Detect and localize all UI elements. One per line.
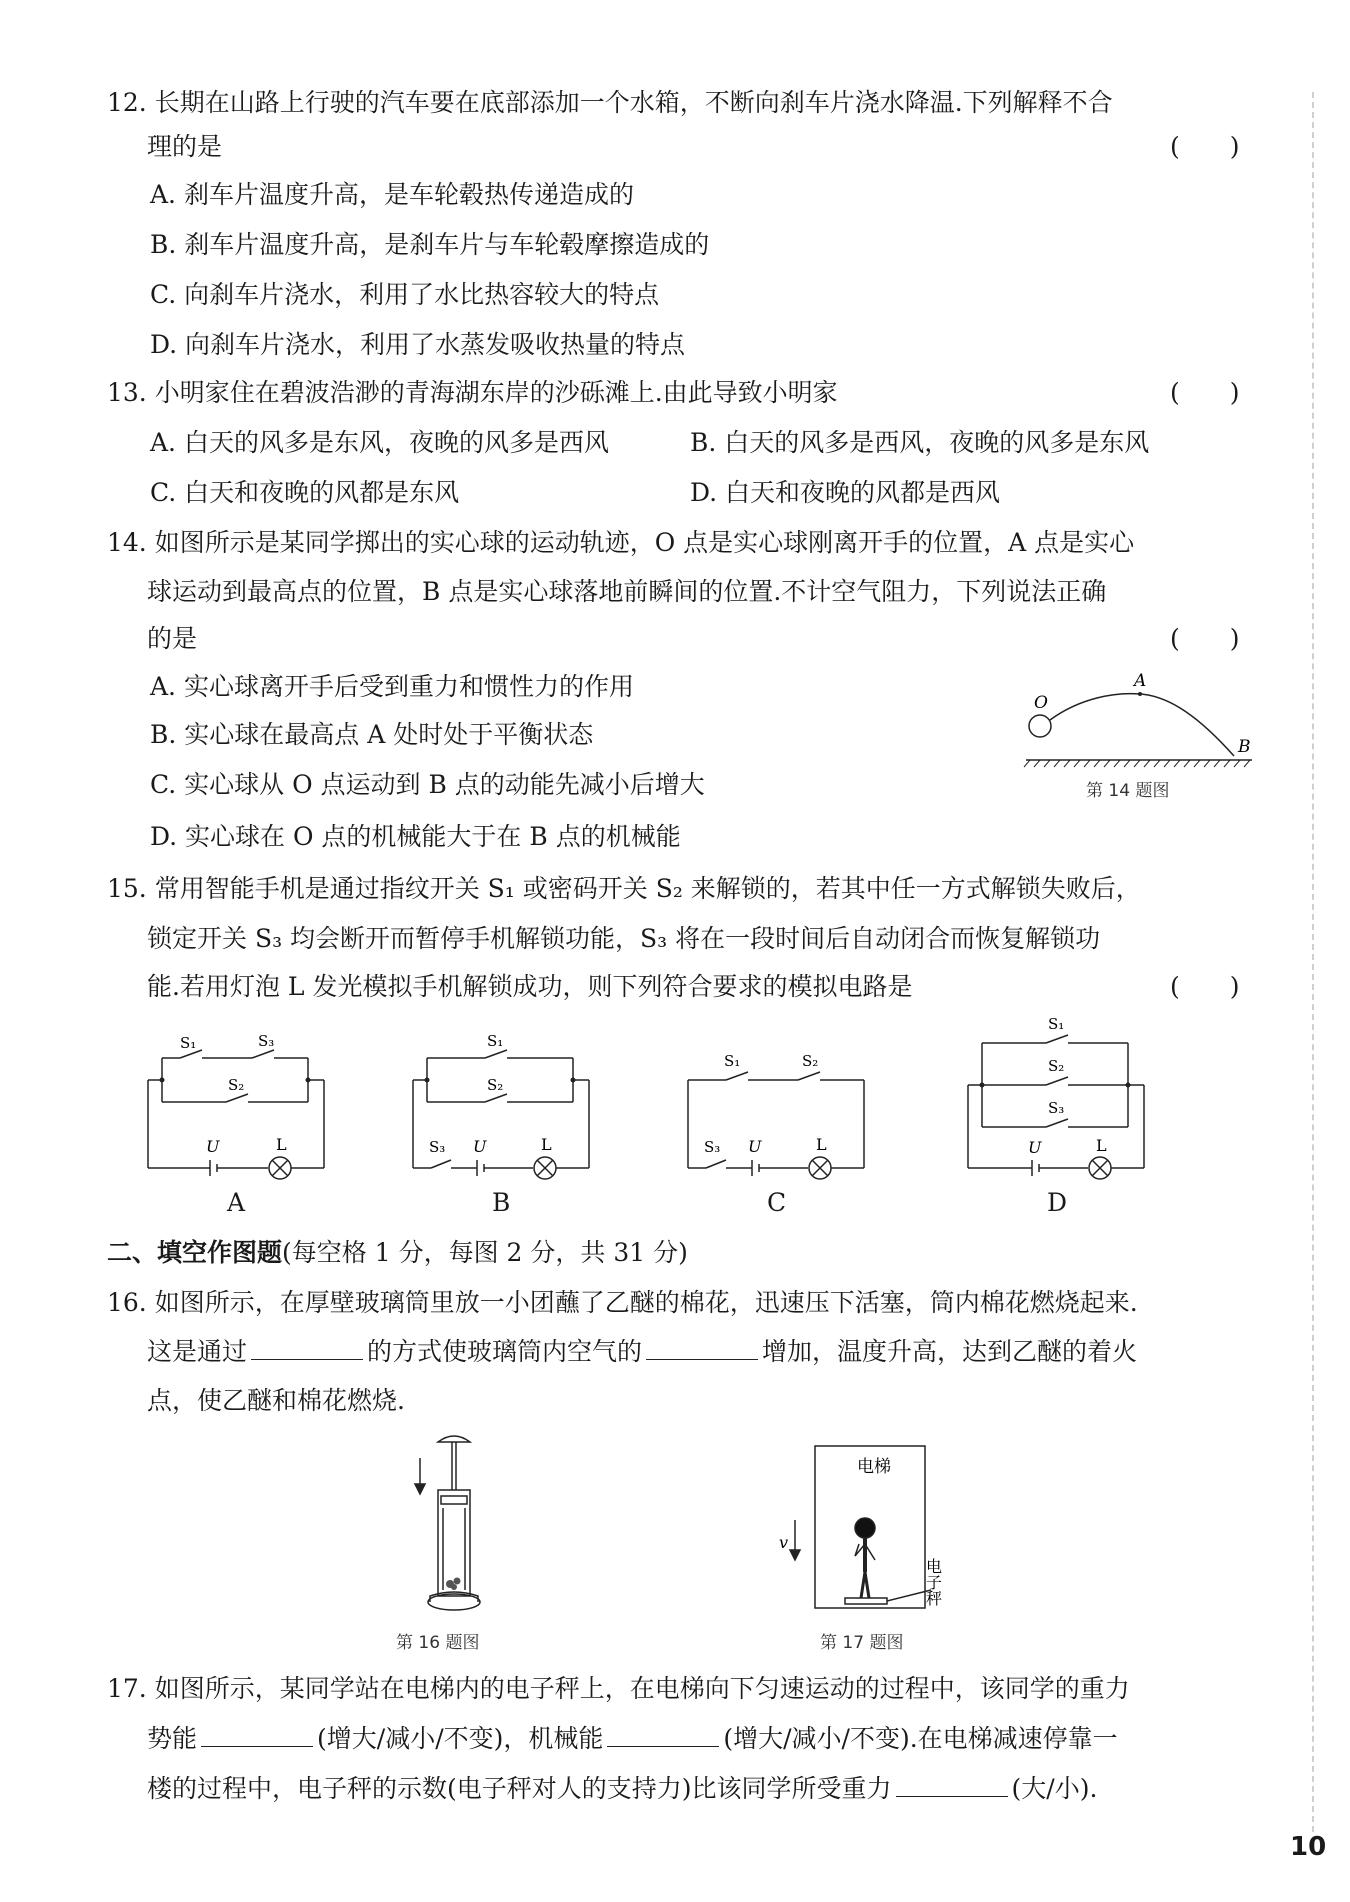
q15-stem-line1: 15. 常用智能手机是通过指纹开关 S₁ 或密码开关 S₂ 来解锁的，若其中任一方式解锁失败后， bbox=[107, 874, 1141, 903]
q17-line3 bbox=[147, 1772, 1097, 1806]
q13-option-b: B. 白天的风多是西风，夜晚的风多是东风 bbox=[690, 428, 1150, 457]
q17-line3-b: (大/小). bbox=[1011, 1774, 1098, 1803]
circuit-d-diagram bbox=[960, 1015, 1160, 1180]
q13-option-d: D. 白天和夜晚的风都是西风 bbox=[690, 478, 1001, 507]
circuit-b-diagram bbox=[405, 1020, 605, 1180]
binding-margin-line bbox=[1312, 92, 1314, 1832]
q14-label-o: O bbox=[1034, 693, 1048, 713]
q14-option-a: A. 实心球离开手后受到重力和惯性力的作用 bbox=[150, 672, 634, 701]
circuit-b-s1: S₁ bbox=[487, 1032, 504, 1050]
q17-fig-elevator-label: 电梯 bbox=[857, 1457, 891, 1477]
q14-option-b: B. 实心球在最高点 A 处时处于平衡状态 bbox=[150, 720, 594, 749]
q17-blank-3[interactable] bbox=[896, 1772, 1008, 1797]
q12-option-c: C. 向刹车片浇水，利用了水比热容较大的特点 bbox=[150, 280, 660, 309]
circuit-b-s3: S₃ bbox=[429, 1138, 446, 1156]
q16-line2-c: 增加，温度升高，达到乙醚的着火 bbox=[762, 1337, 1138, 1366]
q17-figure-caption: 第 17 题图 bbox=[820, 1633, 904, 1653]
q14-trajectory-figure bbox=[1020, 670, 1260, 780]
circuit-b-l: L bbox=[541, 1135, 552, 1154]
q14-stem-line3: 的是 bbox=[147, 624, 198, 653]
circuit-a-s2: S₂ bbox=[228, 1076, 245, 1094]
cotton-icon bbox=[446, 1578, 461, 1591]
q14-label-a: A bbox=[1134, 671, 1147, 691]
q16-line3: 点，使乙醚和棉花燃烧. bbox=[147, 1386, 405, 1415]
q12-option-d: D. 向刹车片浇水，利用了水蒸发吸收热量的特点 bbox=[150, 330, 686, 359]
q14-option-c: C. 实心球从 O 点运动到 B 点的动能先减小后增大 bbox=[150, 770, 705, 799]
trajectory-curve bbox=[1050, 694, 1234, 756]
q13-answer-paren: ( ) bbox=[1170, 378, 1240, 407]
q16-line1: 16. 如图所示，在厚壁玻璃筒里放一小团蘸了乙醚的棉花，迅速压下活塞，筒内棉花燃烧起来. bbox=[107, 1288, 1138, 1317]
circuit-d-s2: S₂ bbox=[1048, 1057, 1065, 1075]
q14-stem-line2: 球运动到最高点的位置，B 点是实心球落地前瞬间的位置.不计空气阻力，下列说法正确 bbox=[147, 577, 1107, 606]
q16-piston-tube-figure bbox=[410, 1430, 500, 1620]
section2-header bbox=[107, 1236, 688, 1270]
q17-blank-1[interactable] bbox=[201, 1722, 313, 1747]
circuit-c-s2: S₂ bbox=[802, 1052, 819, 1070]
circuit-b-u: U bbox=[473, 1137, 487, 1156]
q17-line2 bbox=[147, 1722, 1118, 1756]
q12-answer-paren: ( ) bbox=[1170, 132, 1240, 161]
q13-stem: 13. 小明家住在碧波浩渺的青海湖东岸的沙砾滩上.由此导致小明家 bbox=[107, 378, 838, 407]
q12-option-b: B. 刹车片温度升高，是刹车片与车轮毂摩擦造成的 bbox=[150, 230, 710, 259]
q16-line2 bbox=[147, 1335, 1137, 1369]
page-number: 10 bbox=[1290, 1832, 1327, 1862]
circuit-a-diagram bbox=[140, 1020, 340, 1180]
down-arrow-icon bbox=[415, 1458, 425, 1494]
ground-hatching bbox=[1024, 760, 1250, 767]
circuit-a-label: A bbox=[227, 1188, 246, 1217]
q12-option-a: A. 刹车片温度升高，是车轮毂热传递造成的 bbox=[150, 180, 634, 209]
circuit-c-u: U bbox=[748, 1137, 762, 1156]
circuit-a-l: L bbox=[276, 1135, 287, 1154]
circuit-d-s3: S₃ bbox=[1048, 1099, 1065, 1117]
q17-line2-a: 势能 bbox=[147, 1724, 198, 1753]
q13-option-a: A. 白天的风多是东风，夜晚的风多是西风 bbox=[150, 428, 609, 457]
q15-stem-line3: 能.若用灯泡 L 发光模拟手机解锁成功，则下列符合要求的模拟电路是 bbox=[147, 972, 913, 1001]
q17-line3-a: 楼的过程中，电子秤的示数(电子秤对人的支持力)比该同学所受重力 bbox=[147, 1774, 892, 1803]
circuit-c-s3: S₃ bbox=[704, 1138, 721, 1156]
q14-answer-paren: ( ) bbox=[1170, 624, 1240, 653]
circuit-c-label: C bbox=[767, 1188, 787, 1217]
q17-line2-c: (增大/减小/不变).在电梯减速停靠一 bbox=[723, 1724, 1118, 1753]
section2-note: (每空格 1 分，每图 2 分，共 31 分) bbox=[282, 1238, 688, 1267]
circuit-c-l: L bbox=[816, 1135, 827, 1154]
circuit-b-label: B bbox=[492, 1188, 511, 1217]
q15-stem-line2: 锁定开关 S₃ 均会断开而暂停手机解锁功能，S₃ 将在一段时间后自动闭合而恢复解锁功 bbox=[147, 924, 1101, 953]
circuit-d-label: D bbox=[1047, 1188, 1068, 1217]
circuit-d-s1: S₁ bbox=[1048, 1015, 1065, 1033]
q15-answer-paren: ( ) bbox=[1170, 972, 1240, 1001]
q12-stem-line2: 理的是 bbox=[147, 132, 223, 161]
q13-option-c: C. 白天和夜晚的风都是东风 bbox=[150, 478, 460, 507]
q14-option-d: D. 实心球在 O 点的机械能大于在 B 点的机械能 bbox=[150, 822, 681, 851]
circuit-a-s1: S₁ bbox=[180, 1034, 197, 1052]
q17-line1: 17. 如图所示，某同学站在电梯内的电子秤上，在电梯向下匀速运动的过程中，该同学的重力 bbox=[107, 1674, 1130, 1703]
q14-label-b: B bbox=[1238, 737, 1251, 757]
circuit-d-u: U bbox=[1028, 1138, 1042, 1157]
q17-fig-scale-label: 电子秤 bbox=[923, 1558, 943, 1606]
q16-line2-a: 这是通过 bbox=[147, 1337, 248, 1366]
ball-icon bbox=[1029, 715, 1051, 737]
q14-stem-line1: 14. 如图所示是某同学掷出的实心球的运动轨迹，O 点是实心球刚离开手的位置，A 点是实心 bbox=[107, 528, 1135, 557]
q16-line2-b: 的方式使玻璃筒内空气的 bbox=[367, 1337, 643, 1366]
circuit-c-s1: S₁ bbox=[724, 1052, 741, 1070]
q17-blank-2[interactable] bbox=[607, 1722, 719, 1747]
velocity-arrow-icon bbox=[790, 1520, 800, 1560]
q14-figure-caption: 第 14 题图 bbox=[1086, 781, 1170, 801]
q12-stem-line1: 12. 长期在山路上行驶的汽车要在底部添加一个水箱，不断向刹车片浇水降温.下列解释不合 bbox=[107, 88, 1113, 117]
section2-title: 二、填空作图题 bbox=[107, 1238, 283, 1267]
circuit-a-s3: S₃ bbox=[258, 1032, 275, 1050]
q17-elevator-figure bbox=[775, 1440, 975, 1620]
q17-line2-b: (增大/减小/不变)，机械能 bbox=[317, 1724, 604, 1753]
circuit-d-l: L bbox=[1096, 1136, 1107, 1155]
q16-blank-2[interactable] bbox=[646, 1335, 758, 1360]
q16-figure-caption: 第 16 题图 bbox=[396, 1633, 480, 1653]
point-a-marker bbox=[1138, 692, 1142, 696]
q17-fig-v-label: v bbox=[779, 1533, 789, 1552]
circuit-b-s2: S₂ bbox=[487, 1076, 504, 1094]
circuit-c-diagram bbox=[680, 1040, 880, 1180]
circuit-a-u: U bbox=[206, 1137, 220, 1156]
q16-blank-1[interactable] bbox=[251, 1335, 363, 1360]
